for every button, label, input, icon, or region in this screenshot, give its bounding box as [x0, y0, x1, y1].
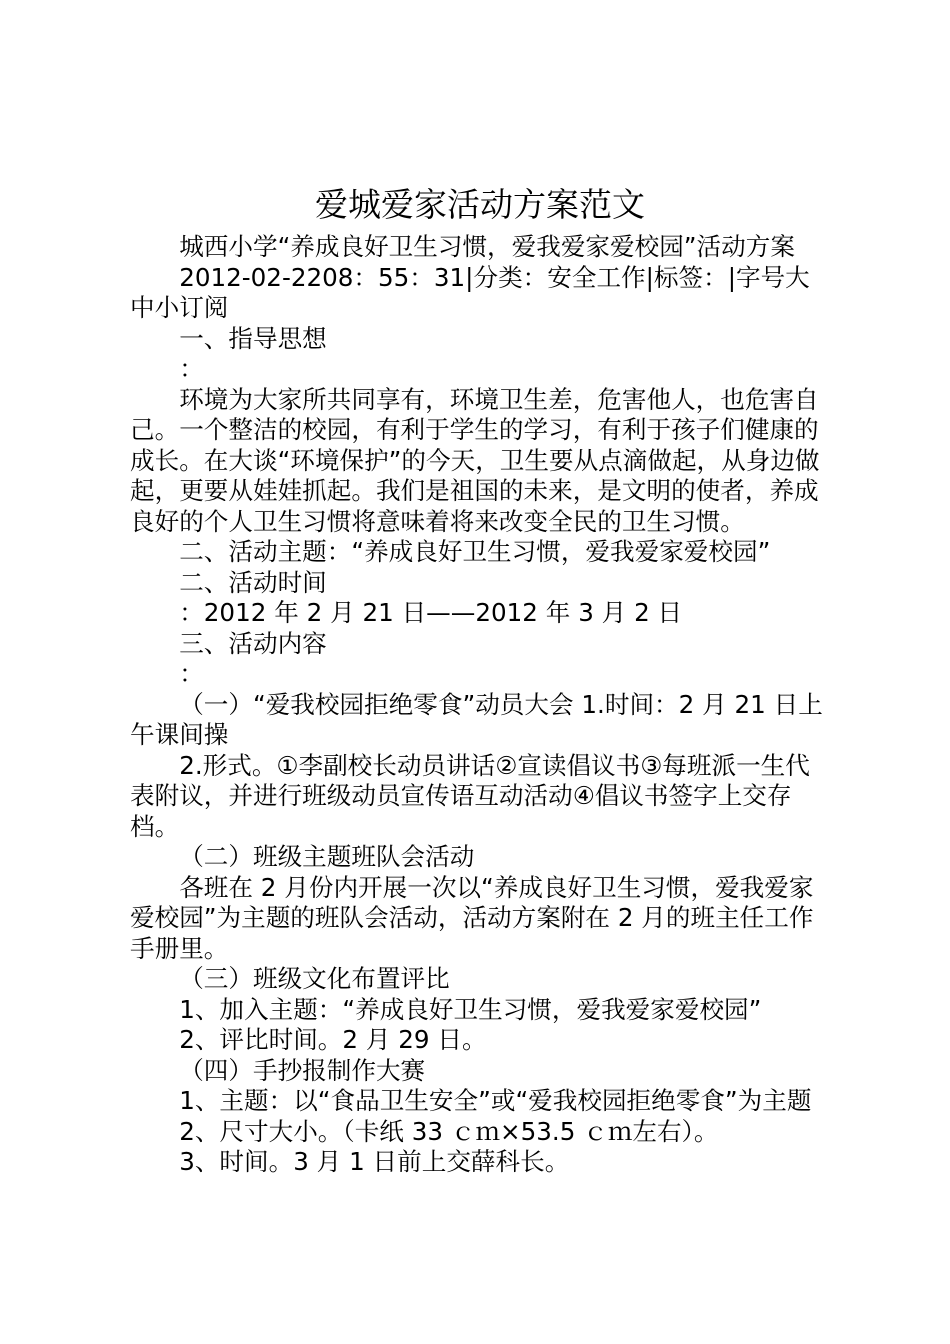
- paragraph-heading-line: 城西小学“养成良好卫生习惯，爱我爱家爱校园”活动方案: [179, 232, 795, 261]
- document-body: [130, 232, 830, 1178]
- paragraph-item-1: （一）“爱我校园拒绝零食”动员大会 1.时间：2 月 21 日上午课间操: [130, 689, 823, 749]
- paragraph-item-4-theme: 1、主题：以“食品卫生安全”或“爱我校园拒绝零食”为主题: [179, 1086, 812, 1115]
- paragraph-meta-line: 2012-02-2208：55：31|分类：安全工作|标签：|字号大中小订阅: [130, 262, 810, 322]
- paragraph-item-1-form: 2.形式。①李副校长动员讲话②宣读倡议书③每班派一生代表附议，并进行班级动员宣传语互动活动④倡议书签字上交存档。: [130, 750, 810, 841]
- paragraph-section-1: 一、指导思想: [179, 323, 327, 353]
- paragraph-item-4-deadline: 3、时间。3 月 1 日前上交薛科长。: [179, 1147, 570, 1176]
- paragraph-colon-2: ：: [179, 659, 204, 688]
- paragraph-item-4: （四）手抄报制作大赛: [179, 1055, 426, 1085]
- paragraph-time-range: ：2012 年 2 月 21 日——2012 年 3 月 2 日: [179, 598, 683, 627]
- paragraph-colon-1: ：: [179, 354, 204, 383]
- paragraph-item-3: （三）班级文化布置评比: [179, 964, 450, 993]
- paragraph-guiding-thought: 环境为大家所共同享有，环境卫生差，危害他人，也危害自己。一个整洁的校园，有利于学生的学习，有利于孩子们健康的成长。在大谈“环境保护”的今天，卫生要从点滴做起，从身边做起，更要从娃娃抓起。我们是祖国的未来，是文明的使者，养成良好的个人卫生习惯将意味着将来改变全民的卫生习惯。: [130, 384, 820, 536]
- paragraph-item-2-detail: 各班在 2 月份内开展一次以“养成良好卫生习惯，爱我爱家爱校园”为主题的班队会活动，活动方案附在 2 月的班主任工作手册里。: [130, 872, 814, 963]
- paragraph-section-content: 三、活动内容: [179, 628, 327, 658]
- paragraph-section-time: 二、活动时间: [179, 567, 327, 597]
- paragraph-item-4-size: 2、尺寸大小。（卡纸 33 ｃｍ×53.5 ｃｍ左右）。: [179, 1116, 719, 1146]
- paragraph-theme: 二、活动主题：“养成良好卫生习惯，爱我爱家爱校园”: [179, 537, 771, 566]
- paragraph-item-2: （二）班级主题班队会活动: [179, 842, 475, 871]
- document-title: 爱城爱家活动方案范文: [315, 185, 645, 224]
- paragraph-item-3-date: 2、评比时间。2 月 29 日。: [179, 1025, 487, 1054]
- paragraph-item-3-theme: 1、加入主题：“养成良好卫生习惯，爱我爱家爱校园”: [179, 994, 762, 1024]
